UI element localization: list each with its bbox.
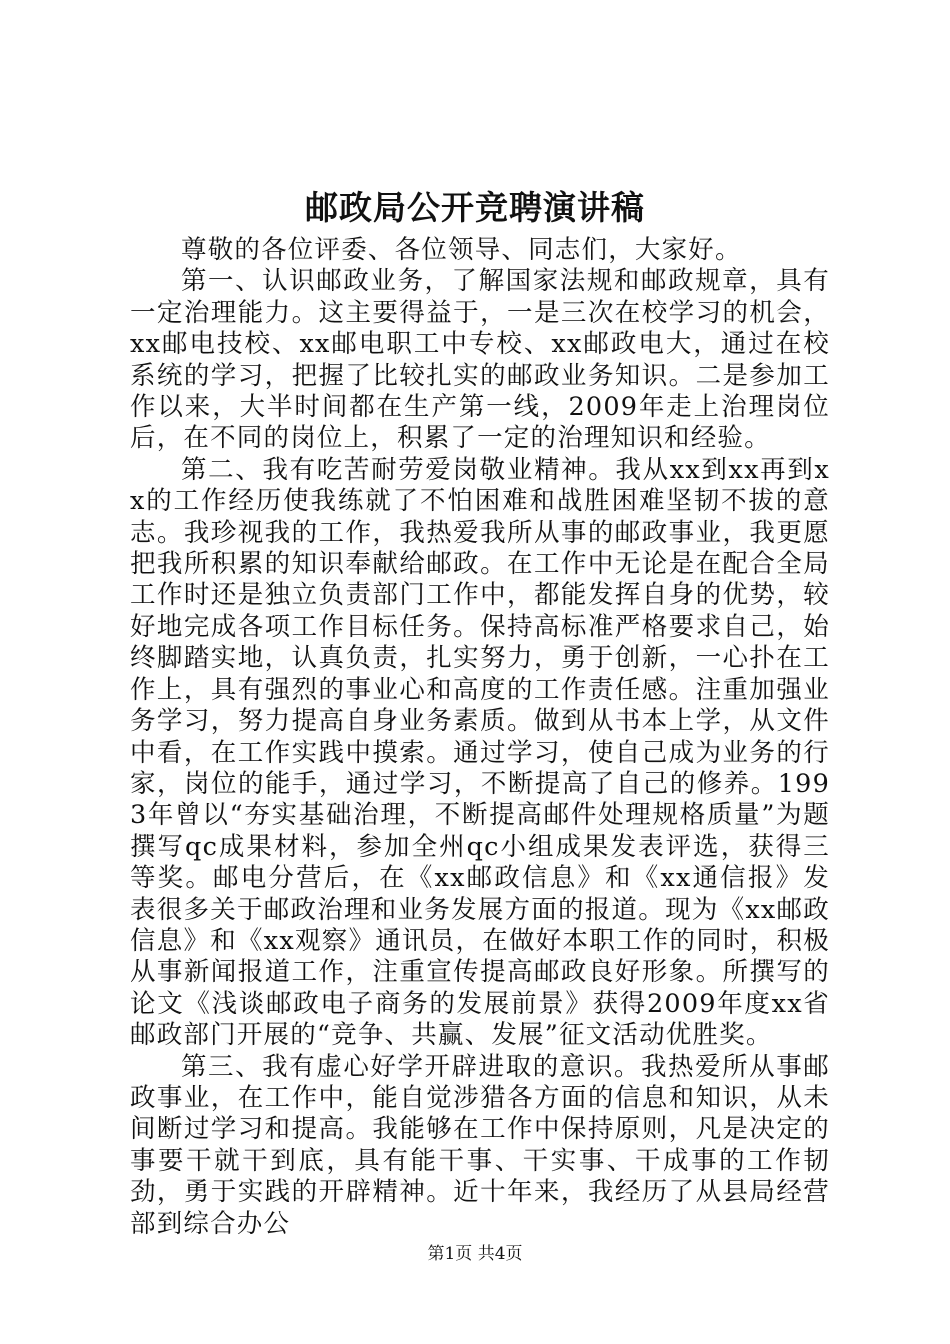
- document-title: 邮政局公开竞聘演讲稿: [305, 188, 645, 227]
- document-body: [130, 235, 830, 1240]
- greeting-paragraph: 尊敬的各位评委、各位领导、同志们，大家好。: [181, 235, 742, 265]
- paragraph-second-point: 第二、我有吃苦耐劳爱岗敬业精神。我从xx到xx再到xx的工作经历使我练就了不怕困难和战胜困难坚韧不拔的意志。我珍视我的工作，我热爱我所从事的邮政事业，我更愿把我所积累的知识奉献给邮政。在工作中无论是在配合全局工作时还是独立负责部门工作中，都能发挥自身的优势，较好地完成各项工作目标任务。保持高标准严格要求自己，始终脚踏实地，认真负责，扎实努力，勇于创新，一心扑在工作上，具有强烈的事业心和高度的工作责任感。注重加强业务学习，努力提高自身业务素质。做到从书本上学，从文件中看，在工作实践中摸索。通过学习，使自己成为业务的行家，岗位的能手，通过学习，不断提高了自己的修养。1993年曾以“夯实基础治理，不断提高邮件处理规格质量”为题撰写qc成果材料，参加全州qc小组成果发表评选，获得三等奖。邮电分营后，在《xx邮政信息》和《xx通信报》发表很多关于邮政治理和业务发展方面的报道。现为《xx邮政信息》和《xx观察》通讯员，在做好本职工作的同时，积极从事新闻报道工作，注重宣传提高邮政良好形象。所撰写的论文《浅谈邮政电子商务的发展前景》获得2009年度xx省邮政部门开展的“竞争、共赢、发展”征文活动优胜奖。: [130, 454, 830, 1051]
- paragraph-first-point: 第一、认识邮政业务，了解国家法规和邮政规章，具有一定治理能力。这主要得益于，一是三次在校学习的机会，xx邮电技校、xx邮电职工中专校、xx邮政电大，通过在校系统的学习，把握了比较扎实的邮政业务知识。二是参加工作以来，大半时间都在生产第一线，2009年走上治理岗位后，在不同的岗位上，积累了一定的治理知识和经验。: [130, 266, 830, 454]
- paragraph-third-point: 第三、我有虚心好学开辟进取的意识。我热爱所从事邮政事业，在工作中，能自觉涉猎各方面的信息和知识，从未间断过学习和提高。我能够在工作中保持原则，凡是决定的事要干就干到底，具有能干事、干实事、干成事的工作韧劲，勇于实践的开辟精神。近十年来，我经历了从县局经营部到综合办公: [130, 1051, 830, 1239]
- page-number-footer: 第1页 共4页: [427, 1244, 523, 1264]
